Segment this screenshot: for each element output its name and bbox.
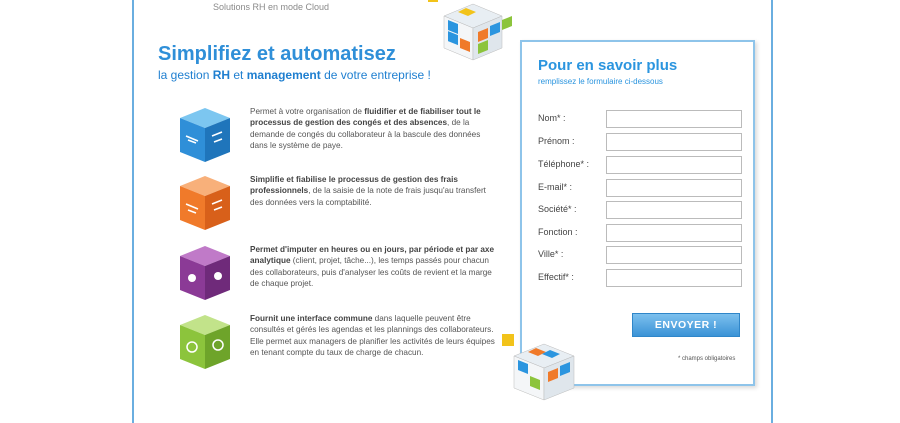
form-title: Pour en savoir plus [538,57,678,74]
form-row-prenom [538,133,743,153]
conges-cube-icon [178,106,232,164]
feature-text: Permet d'imputer en heures ou en jours, par période et par axe analytique (client, projet, tâche...), les temps passés pour chacun des collaborateurs, puis d'analyser les coûts de revient et la marge de chaque projet. [250,245,495,289]
hero-title: Simplifiez et automatisez [158,43,396,65]
feature-temps-activites [178,313,508,383]
field-label: Effectif* : [538,272,574,282]
feature-text: Fournit une interface commune dans laquelle peuvent être consultés et gérés les agendas et les plannings des collaborateurs. Elle permet aux managers de planifier les activités de leurs équipes en tenant compte du taux de charge de chacun. [250,314,495,358]
form-row-nom [538,110,743,130]
form-row-ville [538,246,743,266]
required-fields-note: * champs obligatoires [678,356,736,362]
field-label: Fonction : [538,227,578,237]
field-label: Société* : [538,204,577,214]
field-label: Ville* : [538,249,564,259]
form-row-effectif [538,269,743,289]
suivi-rh-cube-icon [178,244,232,302]
field-label: Téléphone* : [538,159,590,169]
field-label: Nom* : [538,113,566,123]
notes-de-frais-cube-icon [178,174,232,232]
email-field[interactable] [606,179,742,197]
brand-tagline: Solutions RH en mode Cloud [213,2,330,12]
prenom-field[interactable] [606,133,742,151]
rubiks-cube-icon [500,332,582,402]
field-label: E-mail* : [538,182,573,192]
temps-activites-cube-icon [178,313,232,371]
form-row-email [538,179,743,199]
fonction-field[interactable] [606,224,742,242]
field-label: Prénom : [538,136,575,146]
feature-conges [178,106,508,176]
telephone-field[interactable] [606,156,742,174]
nom-field[interactable] [606,110,742,128]
form-row-fonction [538,224,743,244]
effectif-field[interactable] [606,269,742,287]
feature-suivi-rh [178,244,508,314]
societe-field[interactable] [606,201,742,219]
ville-field[interactable] [606,246,742,264]
feature-text: Simplifie et fiabilise le processus de gestion des frais professionnels, de la saisie de la note de frais jusqu'au transfert des données vers la comptabilité. [250,175,486,207]
feature-notes-de-frais [178,174,508,244]
hero-subtitle: la gestion RH et management de votre entreprise ! [158,68,431,82]
form-row-societe [538,201,743,221]
rubiks-cube-icon [428,0,518,66]
envoyer-button[interactable]: ENVOYER ! [632,313,740,337]
feature-text: Permet à votre organisation de fluidifier et de fiabiliser tout le processus de gestion des congés et des absences, de la demande de congés du collaborateur à la bascule des données dans le système de paye. [250,107,481,151]
form-row-telephone [538,156,743,176]
form-subtitle: remplissez le formulaire ci-dessous [538,77,663,86]
